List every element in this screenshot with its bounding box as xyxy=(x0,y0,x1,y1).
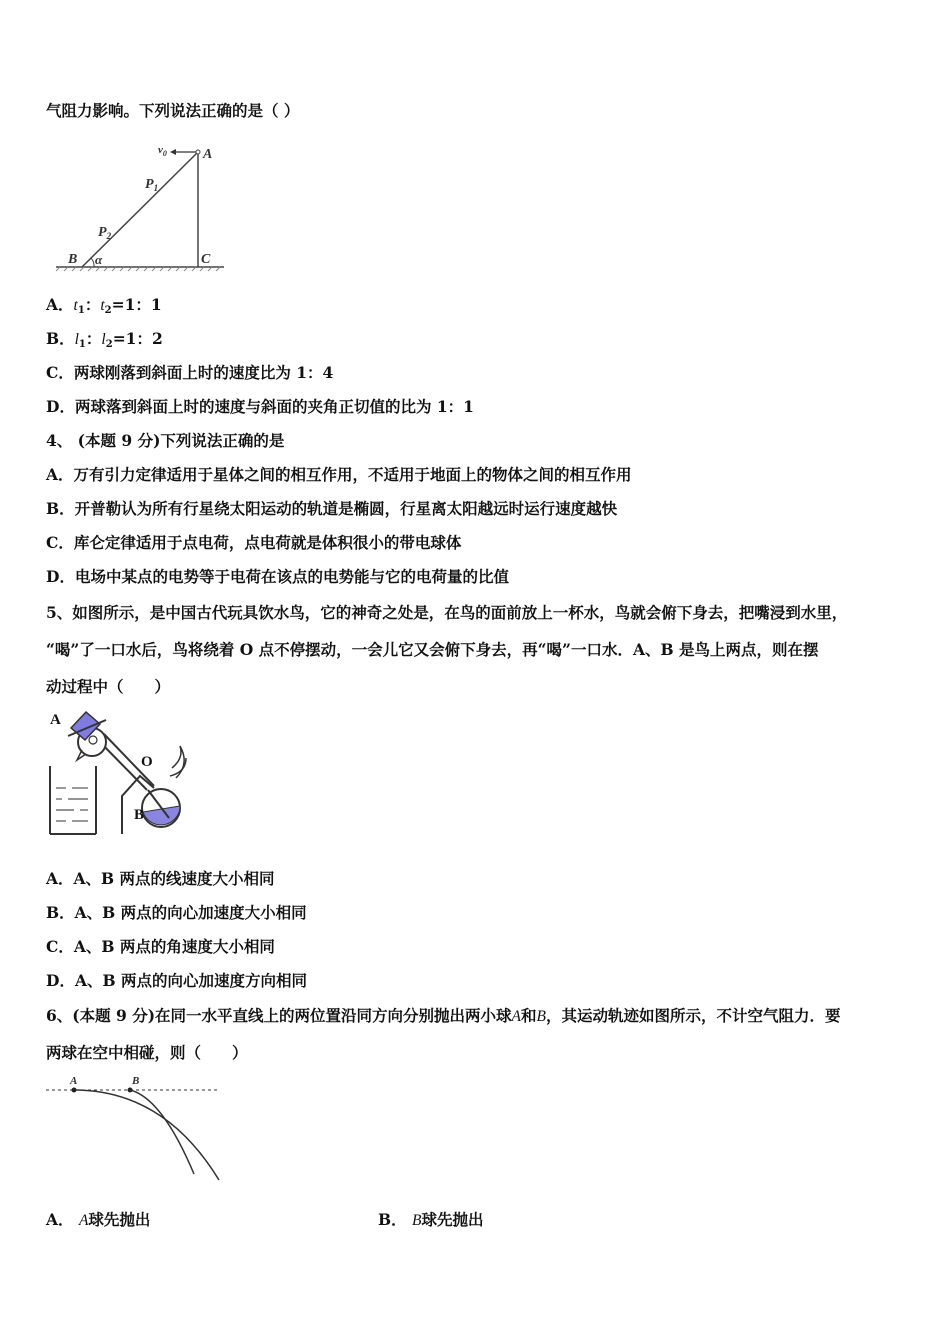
trajectory-a xyxy=(74,1090,219,1180)
pivot-O-label: O xyxy=(141,754,153,770)
q4-stem: 4、 (本题 9 分)下列说法正确的是 xyxy=(46,431,285,450)
point-A-label: A xyxy=(203,147,213,162)
q5-stem-line3: 动过程中（ ） xyxy=(46,677,171,696)
launch-point xyxy=(196,150,200,154)
point-C-label: C xyxy=(201,252,211,267)
ball-b-label: B xyxy=(132,1075,140,1087)
q4-option-b: B．开普勒认为所有行星绕太阳运动的轨道是椭圆，行星离太阳越远时运行速度越快 xyxy=(46,499,618,518)
p1-label: $P_1$ xyxy=(145,177,159,193)
q3-option-c: C．两球刚落到斜面上时的速度比为 1：4 xyxy=(46,363,334,382)
trajectory-figure xyxy=(44,1072,224,1184)
drinking-bird-figure xyxy=(44,706,194,840)
q3-stem-tail: 气阻力影响。下列说法正确的是（ ） xyxy=(46,101,300,120)
q5-stem-line2: “喝”了一口水后，鸟将绕着 O 点不停摆动，一会儿它又会俯下身去，再“喝”一口水．A、B 是鸟上两点，则在摆 xyxy=(46,640,819,659)
p2-label: $P_2$ xyxy=(98,225,112,241)
point-A-label: A xyxy=(50,712,61,728)
q5-option-b: B．A、B 两点的向心加速度大小相同 xyxy=(46,903,307,922)
incline-line xyxy=(82,152,198,267)
ball-a xyxy=(72,1088,77,1093)
trajectory-b xyxy=(130,1090,194,1174)
q6-stem-line2: 两球在空中相碰，则（ ） xyxy=(46,1043,248,1062)
q5-option-c: C．A、B 两点的角速度大小相同 xyxy=(46,937,275,956)
q4-option-a: A．万有引力定律适用于星体之间的相互作用，不适用于地面上的物体之间的相互作用 xyxy=(46,465,632,484)
v0-label: $v_0$ xyxy=(158,144,167,158)
point-B-label: B xyxy=(134,807,145,823)
q5-stem-line1: 5、如图所示，是中国古代玩具饮水鸟，它的神奇之处是，在鸟的面前放上一杯水，鸟就会俯下身去，把嘴浸到水里， xyxy=(46,603,848,622)
q6-stem-line1: 6、(本题 9 分)在同一水平直线上的两位置沿同方向分别抛出两小球A和B，其运动轨迹如图所示，不计空气阻力．要 xyxy=(46,1006,841,1025)
point-B-label: B xyxy=(68,252,78,267)
q3-option-b: B．$l_1$：$l_2=1$：2 xyxy=(46,329,163,350)
q3-option-d: D．两球落到斜面上时的速度与斜面的夹角正切值的比为 1：1 xyxy=(46,397,474,416)
ball-a-label: A xyxy=(70,1075,78,1087)
q6-option-b: B． B球先抛出 xyxy=(378,1210,484,1229)
incline-figure xyxy=(52,138,232,273)
q4-option-d: D．电场中某点的电势等于电荷在该点的电势能与它的电荷量的比值 xyxy=(46,567,509,586)
q6-option-a: A． A球先抛出 xyxy=(46,1210,151,1229)
q5-option-a: A．A、B 两点的线速度大小相同 xyxy=(46,869,275,888)
ball-b xyxy=(128,1088,133,1093)
q3-option-a: A．$t_1$：$t_2=1$：1 xyxy=(46,295,162,316)
q4-option-c: C．库仑定律适用于点电荷，点电荷就是体积很小的带电球体 xyxy=(46,533,462,552)
q5-option-d: D．A、B 两点的向心加速度方向相同 xyxy=(46,971,307,990)
alpha-label: α xyxy=(95,252,103,267)
